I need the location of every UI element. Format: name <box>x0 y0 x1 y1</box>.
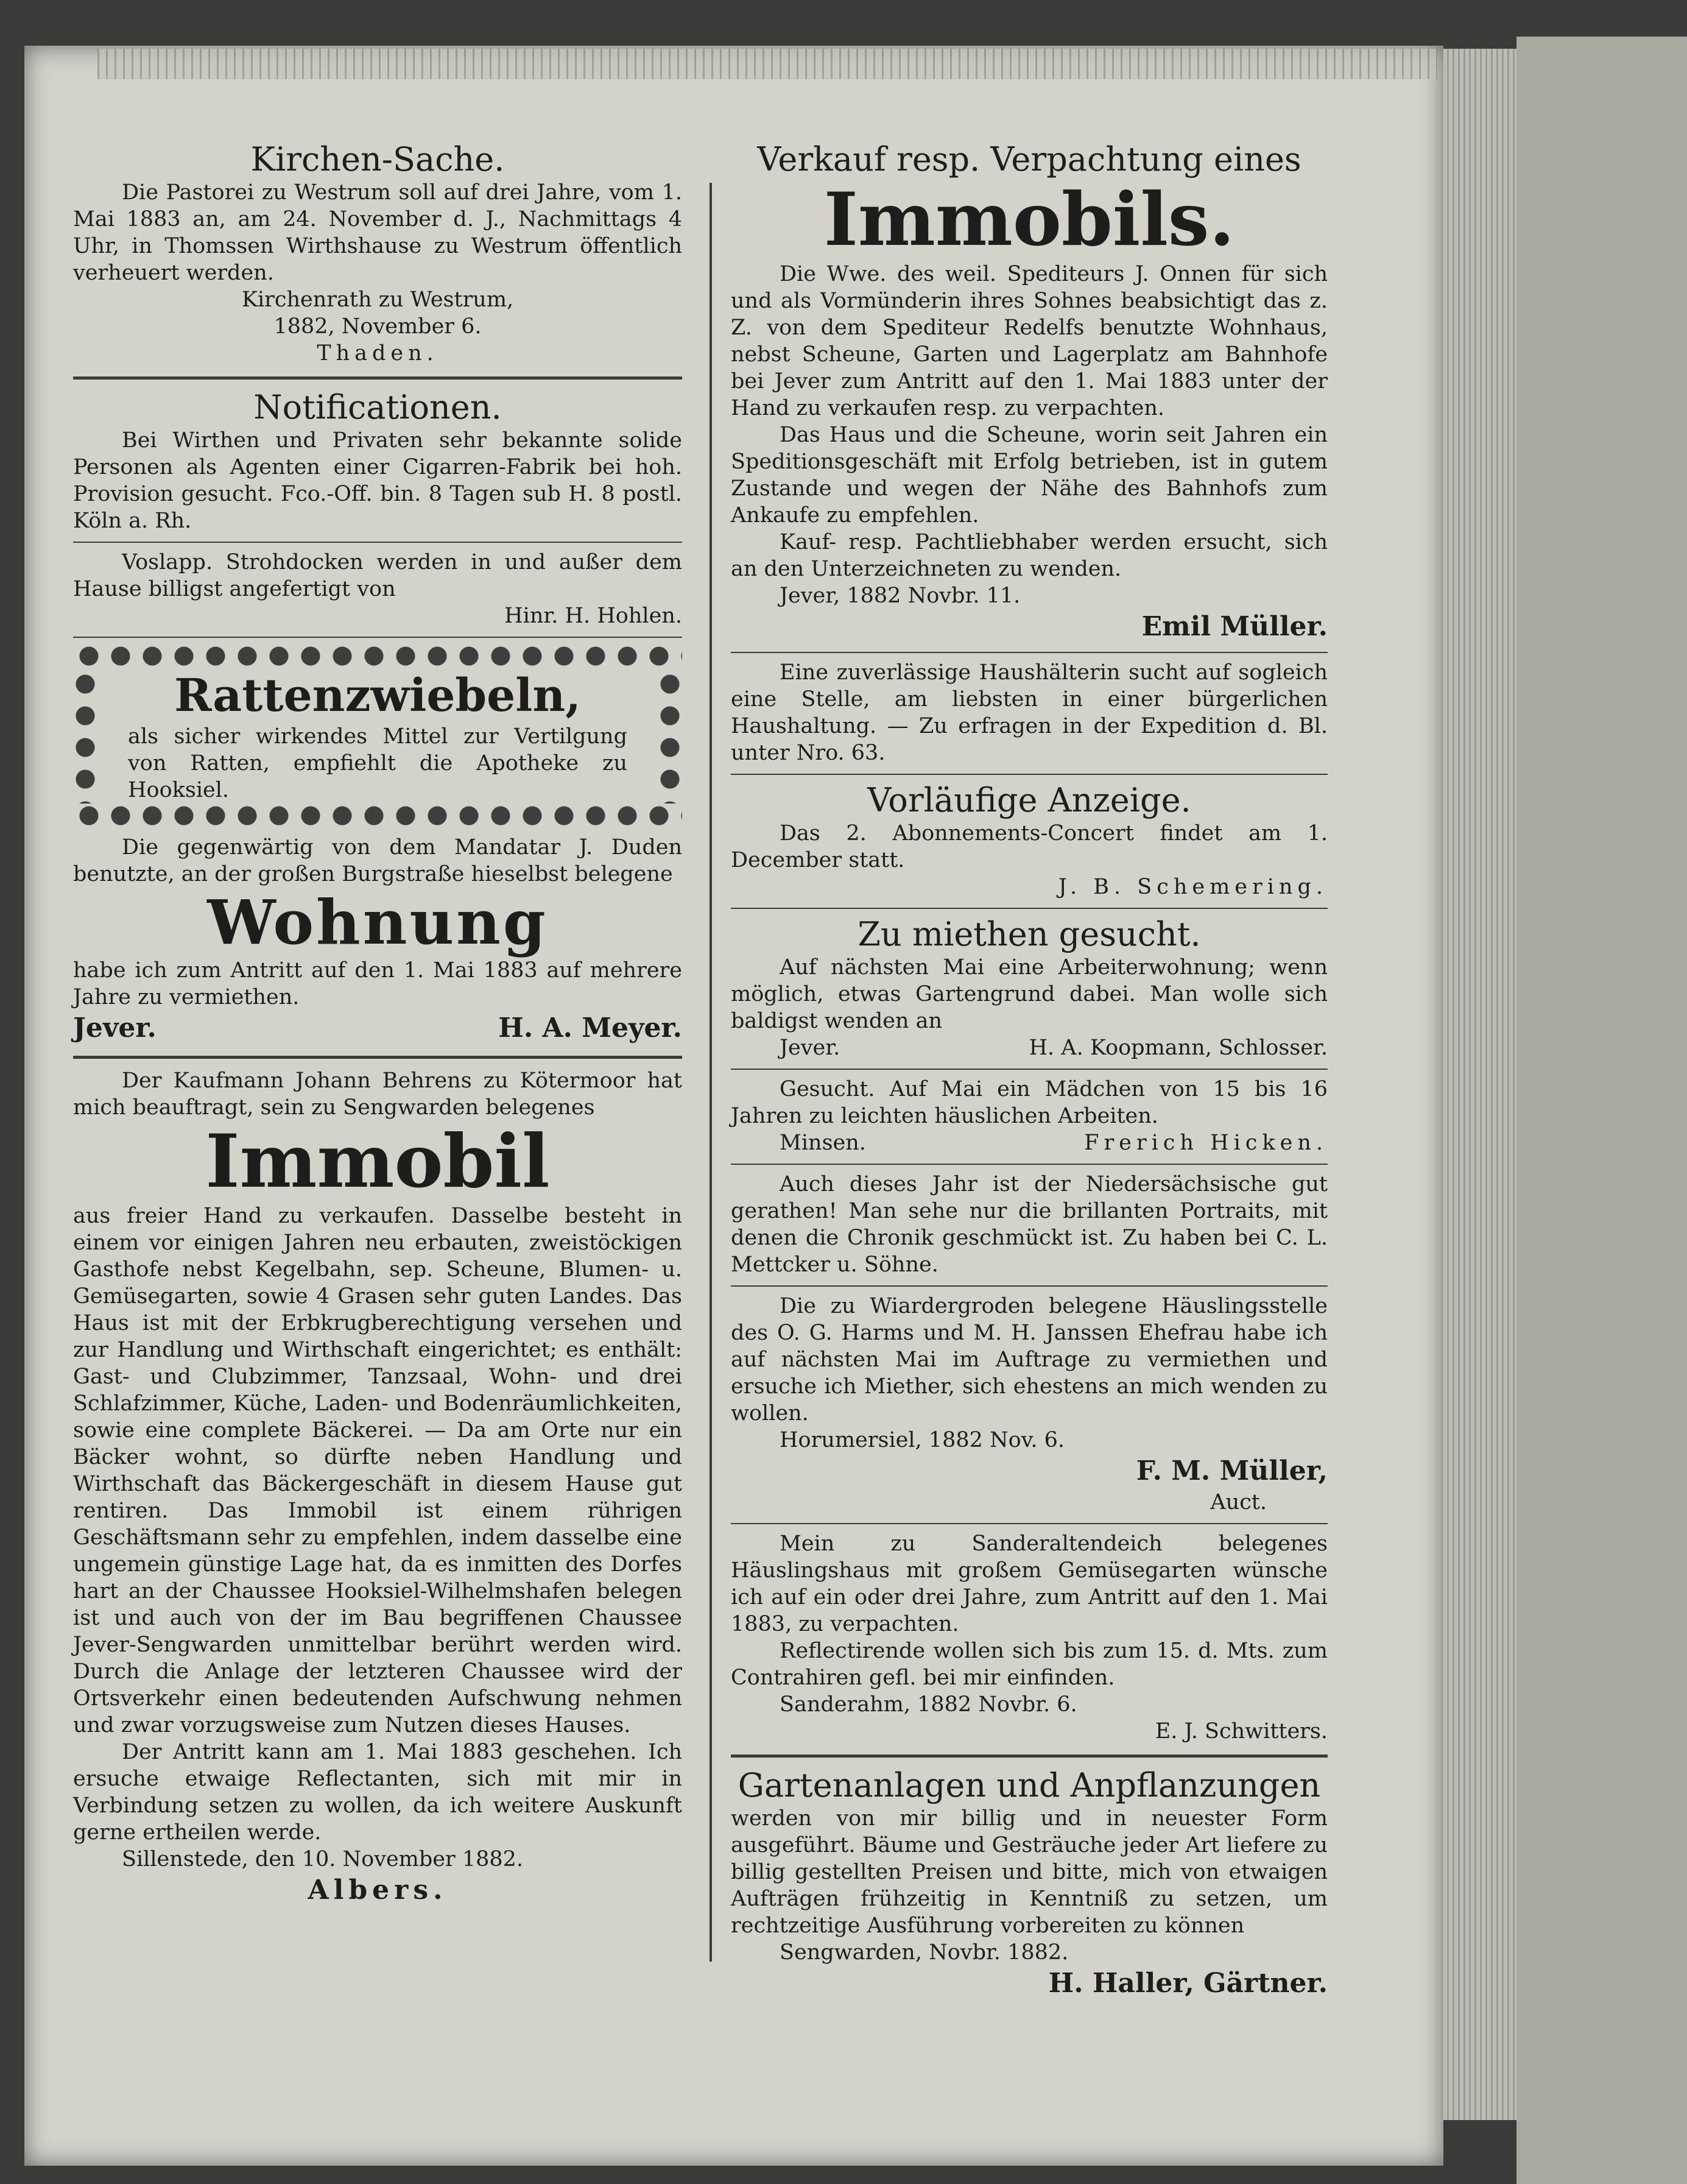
ad-text: Auch dieses Jahr ist der Niedersächsische gut gerathen! Man sehe nur die brillanten Portraits, mit denen die Chronik geschmückt ist. Zu haben bei C. L. Mettcker u. Söhne. <box>731 1172 1328 1277</box>
ad-text: habe ich zum Antritt auf den 1. Mai 1883 auf mehrere Jahre zu vermiethen. <box>73 958 682 1009</box>
ad-title: Vorläufige Anzeige. <box>867 781 1191 819</box>
dot-border-top <box>73 644 682 668</box>
ad-text: werden von mir billig und in neuester Form ausgeführt. Bäume und Gesträuche jeder Art liefere zu billig gestellten Preisen und bitte, mich von etwaigen Aufträgen frühzeitig in Kenntniß zu setzen, um rechtzeitige Ausführung vorbereiten zu können <box>731 1806 1328 1938</box>
ad-title: Wohnung <box>207 886 548 958</box>
ad-text: Das 2. Abonnements-Concert findet am 1. December statt. <box>731 821 1328 872</box>
section-rule <box>731 1523 1328 1524</box>
ad-text: Gesucht. Auf Mai ein Mädchen von 15 bis 16 Jahren zu leichten häuslichen Arbeiten. <box>731 1077 1328 1128</box>
ad-notificationen <box>73 388 682 534</box>
ad-title: Kirchen-Sache. <box>250 140 505 178</box>
ad-place: Jever. <box>73 1012 157 1044</box>
ad-text: Mein zu Sanderaltendeich belegenes Häuslingshaus mit großem Gemüsegarten wünsche ich auf ein oder drei Jahre, zum Antritt auf den 1. Mai 1883, zu verpachten. <box>731 1532 1328 1636</box>
section-rule <box>73 637 682 638</box>
ad-vorlaeufige-anzeige <box>731 781 1328 900</box>
ad-signature-row <box>731 1034 1328 1061</box>
ad-signer: Hinr. H. Hohlen. <box>504 604 682 628</box>
ad-haushaelterin <box>731 659 1328 766</box>
ad-kirchen-sache <box>73 140 682 367</box>
ad-date: 1882, November 6. <box>273 314 482 339</box>
section-rule <box>73 542 682 543</box>
ad-signer: Frerich Hicken. <box>1084 1131 1328 1155</box>
ad-text: Kauf- resp. Pachtliebhaber werden ersucht, sich an den Unterzeichneten zu wenden. <box>731 530 1328 581</box>
ad-sanderaltendeich <box>731 1530 1328 1745</box>
ad-signer: Emil Müller. <box>1141 611 1328 642</box>
section-rule <box>731 908 1328 909</box>
ad-issuer: Kirchenrath zu Westrum, <box>241 288 514 312</box>
dot-border-bottom <box>73 804 682 828</box>
ad-signer: Thaden. <box>317 341 438 366</box>
right-column <box>731 140 1328 2001</box>
ad-signer: F. M. Müller, <box>1136 1455 1328 1486</box>
ad-title: Verkauf resp. Verpachtung eines <box>757 140 1301 178</box>
page-edge <box>1443 49 1516 2120</box>
ad-date: Jever, 1882 Novbr. 11. <box>780 584 1021 608</box>
left-column <box>73 140 682 1908</box>
ad-text: Der Antritt kann am 1. Mai 1883 geschehen. Ich ersuche etwaige Reflectanten, sich mit mir in Verbindung setzen zu wollen, da ich weitere Auskunft gerne ertheilen werde. <box>73 1740 682 1845</box>
ad-text: Reflectirende wollen sich bis zum 15. d. Mts. zum Contrahiren gefl. bei mir einfinden. <box>731 1639 1328 1690</box>
ad-text: Auf nächsten Mai eine Arbeiterwohnung; wenn möglich, etwas Gartengrund dabei. Man wolle sich baldigst wenden an <box>731 955 1328 1033</box>
ad-text: Der Kaufmann Johann Behrens zu Kötermoor hat mich beauftragt, sein zu Sengwarden belegenes <box>73 1069 682 1120</box>
section-rule <box>731 774 1328 775</box>
ad-rattenzwiebeln <box>73 644 682 828</box>
ad-verkauf-immobils <box>731 140 1328 645</box>
section-rule <box>731 1755 1328 1758</box>
ad-place: Minsen. <box>780 1131 866 1155</box>
book-cover <box>1516 37 1687 2184</box>
section-rule <box>73 376 682 380</box>
ad-date: Sengwarden, Novbr. 1882. <box>780 1940 1069 1965</box>
section-rule <box>731 1164 1328 1165</box>
ad-text: Eine zuverlässige Haushälterin sucht auf sogleich eine Stelle, am liebsten in einer bürgerlichen Haushaltung. — Zu erfragen in der Expedition d. Bl. unter Nro. 63. <box>731 660 1328 765</box>
ad-date: Horumersiel, 1882 Nov. 6. <box>780 1428 1065 1452</box>
ad-haeuslingsstelle <box>731 1293 1328 1516</box>
ad-gartenanlagen <box>731 1766 1328 2001</box>
ad-date: Sillenstede, den 10. November 1882. <box>122 1847 524 1871</box>
ad-zu-miethen <box>731 915 1328 1061</box>
ad-text: als sicher wirkendes Mittel zur Vertilgung von Ratten, empfiehlt die Apotheke zu Hooksiel. <box>128 724 627 802</box>
ad-text: Die zu Wiardergroden belegene Häuslingsstelle des O. G. Harms und M. H. Janssen Ehefrau habe ich auf nächsten Mai im Auftrage zu vermiethen und ersuche ich Miether, sich ehestens an mich wenden zu wollen. <box>731 1294 1328 1426</box>
ad-immobil <box>73 1067 682 1908</box>
ad-text: Bei Wirthen und Privaten sehr bekannte solide Personen als Agenten einer Cigarren-Fabrik bei hoh. Provision gesucht. Fco.-Off. bin. 8 Tagen sub H. 8 postl. Köln a. Rh. <box>73 428 682 533</box>
top-ornament-band <box>97 49 1437 79</box>
section-rule <box>731 652 1328 653</box>
ad-title: Zu miethen gesucht. <box>858 915 1201 953</box>
ad-signer-role: Auct. <box>1210 1490 1267 1514</box>
ad-title: Rattenzwiebeln, <box>174 670 581 722</box>
frame-content <box>104 668 652 804</box>
ad-date: Sanderahm, 1882 Novbr. 6. <box>780 1692 1077 1717</box>
ad-text: Die Wwe. des weil. Spediteurs J. Onnen für sich und als Vormünderin ihres Sohnes beabsichtigt das z. Z. von dem Spediteur Redelfs benutzte Wohnhaus, nebst Scheune, Garten und Lagerplatz am Bahnhofe bei Jever zum Antritt auf den 1. Mai 1883 unter der Hand zu verkaufen resp. zu verpachten. <box>731 262 1328 420</box>
ad-title: Notificationen. <box>253 388 502 426</box>
ad-title: Gartenanlagen und Anpflanzungen <box>738 1766 1321 1804</box>
ad-kalender <box>731 1171 1328 1278</box>
ad-text: Die Pastorei zu Westrum soll auf drei Jahre, vom 1. Mai 1883 an, am 24. November d. J., Nachmittags 4 Uhr, in Thomssen Wirthshause zu Westrum öffentlich verheuert werden. <box>73 180 682 285</box>
dot-border-right <box>658 668 682 804</box>
ad-place: Jever. <box>780 1036 840 1060</box>
ad-gesucht <box>731 1076 1328 1156</box>
ad-voslapp <box>73 549 682 629</box>
ad-signer: Albers. <box>308 1875 448 1906</box>
ad-wohnung <box>73 834 682 1046</box>
section-rule <box>731 1285 1328 1287</box>
section-rule <box>731 1069 1328 1070</box>
ad-signer: H. Haller, Gärtner. <box>1048 1968 1328 1999</box>
ad-title: Immobil <box>205 1119 550 1204</box>
column-divider <box>710 183 712 1962</box>
ad-text: Das Haus und die Scheune, worin seit Jahren ein Speditionsgeschäft mit Erfolg betrieben, ist in gutem Zustande und wegen der Nähe des Bahnhofs zum Ankaufe zu empfehlen. <box>731 423 1328 528</box>
ad-text: aus freier Hand zu verkaufen. Dasselbe besteht in einem vor einigen Jahren neu erbauten, zweistöckigen Gasthofe nebst Kegelbahn, sep. Scheune, Blumen- u. Gemüsegarten, sowie 4 Grasen sehr guten Landes. Das Haus ist mit der Erbkrugberechtigung versehen und zur Handlung und Wirthschaft eingerichtet; es enthält: Gast- und Clubzimmer, Tanzsaal, Wohn- und drei Schlafzimmer, Küche, Laden- und Bodenräumlichkeiten, sowie eine complete Bäckerei. — Da am Orte nur ein Bäcker wohnt, so dürfte neben Handlung und Wirthschaft das Bäckergeschäft in diesem Hause gut rentiren. Das Immobil ist einem rührigen Geschäftsmann sehr zu empfehlen, indem dasselbe eine ungemein günstige Lage hat, da es inmitten des Dorfes hart an der Chaussee Hooksiel-Wilhelmshafen belegen ist und auch von der im Bau begriffenen Chaussee Jever-Sengwarden unmittelbar berührt werden wird. Durch die Anlage der letzteren Chaussee wird der Ortsverkehr einen bedeutenden Aufschwung nehmen und zwar vorzugsweise zum Nutzen dieses Hauses. <box>73 1204 682 1737</box>
ad-signer: E. J. Schwitters. <box>1155 1719 1328 1744</box>
ad-title-large: Immobils. <box>823 177 1235 263</box>
ad-text: Voslapp. Strohdocken werden in und außer dem Hause billigst angefertigt von <box>73 550 682 601</box>
section-rule <box>73 1056 682 1059</box>
dot-border-left <box>73 668 97 804</box>
ad-signer: H. A. Meyer. <box>498 1012 682 1044</box>
ad-signer: H. A. Koopmann, Schlosser. <box>1029 1036 1328 1060</box>
ad-signature-row <box>73 1011 682 1046</box>
ad-signer: J. B. Schemering. <box>1058 875 1328 899</box>
ad-signature-row <box>731 1129 1328 1156</box>
ad-text: Die gegenwärtig von dem Mandatar J. Duden benutzte, an der großen Burgstraße hieselbst belegene <box>73 835 682 886</box>
